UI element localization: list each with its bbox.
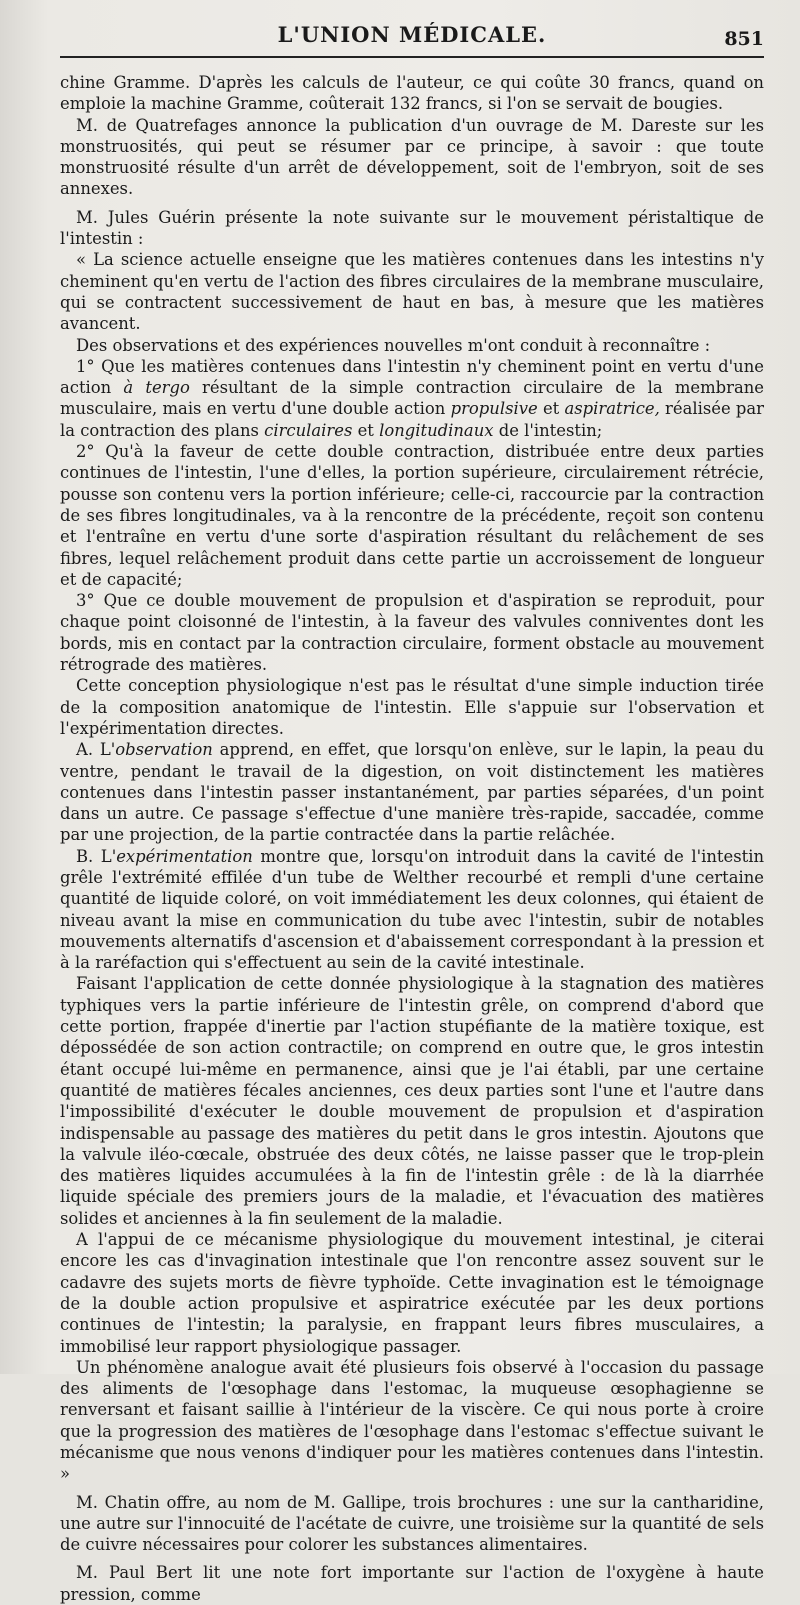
paragraph-point-2: 2° Qu'à la faveur de cette double contraction, distribuée entre deux parties continues de l'intestin, l'une d'elles, la portion supérieure, circulairement rétrécie, pousse son contenu vers la portion inférieure; celle-ci, raccourcie par la contraction de ses fibres longitudinales, va à la rencontre de la précédente, reçoit son contenu et l'entraîne en vertu d'une sorte d'aspiration résultant du relâchement de ses fibres, lequel relâchement produit dans cette partie un accroissement de longueur et de capacité; <box>60 442 764 589</box>
paragraph-point-1: 1° Que les matières contenues dans l'intestin n'y cheminent point en vertu d'une action à tergo résultant de la simple contraction circulaire de la membrane musculaire, mais en vertu d'une double action propulsive et aspiratrice, réalisée par la contraction des plans circulaires et longitudinaux de l'intestin; <box>60 356 765 440</box>
paragraph-invagination: A l'appui de ce mécanisme physiologique du mouvement intestinal, je citerai encore les cas d'invagination intestinale que l'on rencontre assez souvent sur le cadavre des sujets morts de fièvre typhoïde. Cette invagination est le témoignage de la double action propulsive et aspiratrice exécutée par les deux portions continues de l'intestin; la paralysie, en frappant leurs fibres musculaires, a immobilisé leur rapport physiologique passager. <box>60 1230 764 1356</box>
running-header <box>60 18 764 58</box>
journal-title: L'UNION MÉDICALE. <box>277 22 547 47</box>
paragraph-oesophage: Un phénomène analogue avait été plusieurs fois observé à l'occasion du passage des aliments de l'œsophage dans l'estomac, la muqueuse œsophagienne se renversant et faisant saillie à l'intérieur de la viscère. Ce qui nous porte à croire que la progression des matières de l'œsophage dans l'estomac s'effectue suivant le mécanisme que nous venons d'indiquer pour les matières contenues dans l'intestin. » <box>60 1357 764 1484</box>
paragraph-guerin-intro: M. Jules Guérin présente la note suivante sur le mouvement péristaltique de l'intestin : <box>60 207 764 249</box>
paragraph-experimentation-b: B. L'expérimentation montre que, lorsqu'on introduit dans la cavité de l'intestin grêle l'extrémité effilée d'un tube de Welther recourbé et rempli d'une certaine quantité de liquide coloré, on voit immédiatement les deux colonnes, qui étaient de niveau avant la mise en communication du tube avec l'intestin, subir de notables mouvements alternatifs d'ascension et d'abaissement correspondant à la pression et à la raréfaction qui s'effectuent au sein de la cavité intestinale. <box>60 846 764 973</box>
paragraph-conception: Cette conception physiologique n'est pas le résultat d'une simple induction tirée de la composition anatomique de l'intestin. Elle s'appuie sur l'observation et l'expérimentation directes. <box>60 676 764 738</box>
paragraph-application: Faisant l'application de cette donnée physiologique à la stagnation des matières typhiques vers la partie inférieure de l'intestin grêle, on comprend d'abord que cette portion, frappée d'inertie par l'action stupéfiante de la matière toxique, est dépossédée de son action contractile; on comprend en outre que, le gros intestin étant occupé lui-même en permanence, ainsi que je l'ai établi, par une certaine quantité de matières fécales anciennes, ces deux parties sont l'une et l'autre dans l'impossibilité d'exécuter le double mouvement de propulsion et d'aspiration indispensable au passage des matières du petit dans le gros intestin. Ajoutons que la valvule iléo-cœcale, obstruée des deux côtés, ne laisse passer que le trop-plein des matières liquides accumulées à la fin de l'intestin grêle : de là la diarrhée liquide spéciale des premiers jours de la maladie, et l'évacuation des matières solides et anciennes à la fin seulement de la maladie. <box>60 974 764 1228</box>
paragraph-paul-bert: M. Paul Bert lit une note fort importante sur l'action de l'oxygène à haute pression, comme <box>60 1563 764 1604</box>
paragraph-quatrefages: M. de Quatrefages annonce la publication d'un ouvrage de M. Dareste sur les monstruosités, qui peut se résumer par ce principe, à savoir : que toute monstruosité résulte d'un arrêt de développement, soit de l'embryon, soit de ses annexes. <box>60 115 764 199</box>
paragraph-point-3: 3° Que ce double mouvement de propulsion et d'aspiration se reproduit, pour chaque point cloisonné de l'intestin, à la faveur des valvules conniventes dont les bords, mis en contact par la contraction circulaire, forment obstacle au mouvement rétrograde des matières. <box>60 591 764 675</box>
paragraph-science-actuelle: « La science actuelle enseigne que les matières contenues dans les intestins n'y cheminent qu'en vertu de l'action des fibres circulaires de la membrane musculaire, qui se contractent successivement de haut en bas, à mesure que les matières avancent. <box>60 250 764 334</box>
page-number: 851 <box>724 28 764 50</box>
paragraph-observations: Des observations et des expériences nouvelles m'ont conduit à reconnaître : <box>76 335 711 355</box>
article-body <box>60 72 764 1605</box>
paragraph-chatin: M. Chatin offre, au nom de M. Gallipe, trois brochures : une sur la cantharidine, une autre sur l'innocuité de l'acétate de cuivre, une troisième sur la quantité de sels de cuivre nécessaires pour colorer les substances alimentaires. <box>60 1492 764 1555</box>
paragraph-gramme: chine Gramme. D'après les calculs de l'auteur, ce qui coûte 30 francs, quand on emploie la machine Gramme, coûterait 132 francs, si l'on se servait de bougies. <box>60 73 764 114</box>
paragraph-observation-a: A. L'observation apprend, en effet, que lorsqu'on enlève, sur le lapin, la peau du ventre, pendant le travail de la digestion, on voit distinctement les matières contenues dans l'intestin passer instantanément, par parties séparées, d'un point dans un autre. Ce passage s'effectue d'une manière très-rapide, saccadée, comme par une projection, de la partie contractée dans la partie relâchée. <box>60 740 764 845</box>
